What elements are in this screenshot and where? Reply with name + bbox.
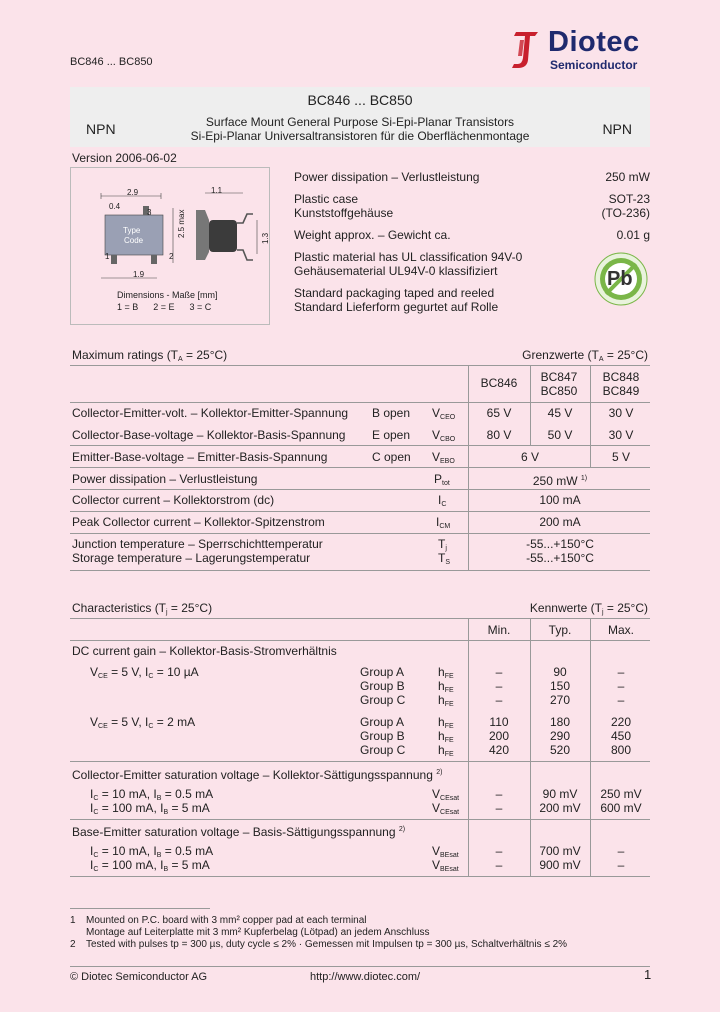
- g1-a-min: –: [495, 665, 503, 679]
- mr-row-ic-sym: $I_C$: [438, 493, 447, 508]
- g2-a-min: 110: [489, 715, 509, 729]
- spec-case-1: [294, 192, 650, 206]
- col-bc846: BC846: [480, 376, 518, 390]
- mr-rule-5: [70, 511, 650, 512]
- vbesat-1-min: –: [495, 844, 503, 858]
- vcesat-1-max: 250 mV: [600, 787, 642, 801]
- mr-row-tj-label: Junction temperature – Sperrschichttemperatur: [72, 537, 323, 551]
- mr-row-vceo-sym: $V_{CEO}$: [432, 406, 456, 421]
- mr-row-vcbo-v1: 80 V: [486, 428, 512, 442]
- mr-rule-6: [70, 533, 650, 534]
- diotec-logo: [508, 26, 658, 72]
- dim-1-9: 1.9: [133, 270, 145, 279]
- logo-subtitle: Semiconductor: [550, 58, 638, 72]
- logo-word: Diotec: [548, 26, 640, 58]
- mr-rule-2: [70, 445, 650, 446]
- type-right: NPN: [602, 121, 632, 137]
- title-german: Si-Epi-Planar Universaltransistoren für die Oberflächenmontage: [190, 129, 530, 143]
- g2-b-min: 200: [488, 729, 510, 743]
- mr-row-vceo-v1: 65 V: [486, 406, 512, 420]
- char-vline-1: [468, 618, 469, 876]
- title-english: Surface Mount General Purpose Si-Epi-Planar Transistors: [205, 115, 515, 129]
- mr-row-ts-sym: $T_S$: [438, 551, 451, 566]
- mr-row-ts-value: -55...+150°C: [526, 551, 594, 565]
- g2-b-max: 450: [610, 729, 632, 743]
- pin-2-label: 2: [169, 252, 174, 261]
- footnote-1-num: 1: [70, 915, 76, 926]
- spec-power-value: 250 mW: [605, 170, 650, 184]
- mr-row-vebo-cond: C open: [372, 450, 411, 464]
- mr-row-ic-value: 100 mA: [539, 493, 581, 507]
- g1-b-min: –: [495, 679, 503, 693]
- vbesat-sym-2: $V_{BEsat}$: [432, 858, 459, 873]
- mr-row-vceo-label: Collector-Emitter-volt. – Kollektor-Emitter-Spannung: [72, 406, 349, 420]
- package-diagram: [70, 167, 270, 325]
- col-bc849: BC849: [602, 384, 640, 398]
- vbesat-2-max: –: [617, 858, 625, 872]
- dc-gain-cond-2: $V_{CE} = 5$ V, $I_C = 2$ mA: [90, 715, 196, 730]
- spec-case-label-1: Plastic case: [294, 192, 359, 206]
- vbesat-2-typ: 900 mV: [539, 858, 581, 872]
- char-title: Characteristics $(T_j = 25^\circ C)$: [72, 601, 213, 616]
- vcesat-1-min: –: [495, 787, 503, 801]
- type-code-label: Type: [123, 226, 141, 235]
- max-ratings-title: Maximum ratings $(T_A = 25^\circ C)$: [72, 348, 228, 363]
- col-typ: Typ.: [548, 623, 572, 637]
- g1-group-a: Group A: [360, 665, 405, 679]
- header-part-range: BC846 ... BC850: [70, 56, 153, 68]
- dim-2-5max: 2.5 max: [177, 209, 186, 238]
- type-left: NPN: [86, 121, 116, 137]
- vcesat-2-typ: 200 mV: [539, 801, 581, 815]
- vcesat-sym-1: $V_{CEsat}$: [432, 787, 460, 802]
- vbesat-title: Base-Emitter saturation voltage – Basis-Sättigungsspannung $^{2)}$: [72, 825, 406, 839]
- g1-b-typ: 150: [549, 679, 571, 693]
- footer-url[interactable]: http://www.diotec.com/: [310, 971, 421, 983]
- diotec-j-logo-icon: [508, 26, 548, 72]
- vbesat-2-min: –: [495, 858, 503, 872]
- g2-hfe-b: $h_{FE}$: [438, 729, 454, 744]
- spec-pack-2: Standard Lieferform gegurtet auf Rolle: [294, 300, 499, 314]
- g1-c-typ: 270: [549, 693, 571, 707]
- col-bc850: BC850: [540, 384, 578, 398]
- spec-ul-2: Gehäusematerial UL94V-0 klassifiziert: [294, 264, 498, 278]
- mr-row-ptot-value: 250 mW $^{1)}$: [532, 474, 588, 488]
- spec-weight-label: Weight approx. – Gewicht ca.: [294, 228, 451, 242]
- title-main: BC846 ... BC850: [307, 92, 413, 108]
- dc-gain-title: DC current gain – Kollektor-Basis-Stromverhältnis: [72, 644, 337, 658]
- vcesat-1-typ: 90 mV: [542, 787, 578, 801]
- g1-b-max: –: [617, 679, 625, 693]
- mr-row-vebo-v12: 6 V: [520, 450, 539, 464]
- char-vline-3: [590, 618, 591, 876]
- vcesat-cond-1: $I_C = 10$ mA, $I_B = 0.5$ mA: [90, 787, 214, 802]
- mr-row-vebo-v3: 5 V: [611, 450, 630, 464]
- g2-b-typ: 290: [549, 729, 571, 743]
- g1-c-min: –: [495, 693, 503, 707]
- g2-hfe-a: $h_{FE}$: [438, 715, 454, 730]
- spec-case-value-1: SOT-23: [608, 192, 650, 206]
- g1-hfe-b: $h_{FE}$: [438, 679, 454, 694]
- g1-group-c: Group C: [360, 693, 406, 707]
- mr-row-tj-value: -55...+150°C: [526, 537, 594, 551]
- mr-row-vcbo-sym: $V_{CBO}$: [432, 428, 456, 443]
- mr-rule-3: [70, 467, 650, 468]
- spec-weight-value: 0.01 g: [616, 228, 650, 242]
- col-max: Max.: [607, 623, 634, 637]
- mr-row-icm-value: 200 mA: [539, 515, 581, 529]
- footnote-1-line-2: Montage auf Leiterplatte mit 3 mm² Kupferbelag (Lötpad) an jedem Anschluss: [86, 927, 430, 938]
- char-rule-3: [70, 819, 650, 820]
- diagram-caption-2: 1 = B 2 = E 3 = C: [117, 302, 212, 312]
- g2-a-max: 220: [610, 715, 632, 729]
- mr-row-ic-label: Collector current – Kollektorstrom (dc): [72, 493, 275, 507]
- mr-row-icm-label: Peak Collector current – Kollektor-Spitzenstrom: [72, 515, 325, 529]
- mr-row-vebo-sym: $V_{EBO}$: [432, 450, 455, 465]
- pin-1-label: 1: [105, 252, 110, 261]
- spec-weight: [294, 228, 650, 242]
- footnote-rule: [70, 908, 210, 909]
- diagram-caption-1: Dimensions - Maße [mm]: [117, 290, 218, 300]
- mr-row-vcbo-v3: 30 V: [608, 428, 634, 442]
- g2-a-typ: 180: [549, 715, 571, 729]
- dim-0-4: 0.4: [109, 202, 121, 211]
- vbesat-cond-1: $I_C = 10$ mA, $I_B = 0.5$ mA: [90, 844, 214, 859]
- char-rule-1: [70, 640, 650, 641]
- vbesat-1-max: –: [617, 844, 625, 858]
- footer-copyright: © Diotec Semiconductor AG: [70, 971, 208, 983]
- mr-row-vceo-v2: 45 V: [547, 406, 573, 420]
- spec-power: [294, 170, 650, 184]
- footnote-2-line: Tested with pulses tp = 300 µs, duty cycle ≤ 2% · Gemessen mit Impulsen tp = 300 µs, Schaltverhältnis ≤ 2%: [86, 939, 568, 950]
- max-ratings-top-rule: [70, 365, 650, 366]
- g1-a-typ: 90: [553, 665, 567, 679]
- mr-row-vcbo-label: Collector-Base-voltage – Kollektor-Basis-Spannung: [72, 428, 346, 442]
- spec-case-label-2: Kunststoffgehäuse: [294, 206, 394, 220]
- mr-row-vebo-label: Emitter-Base-voltage – Emitter-Basis-Spannung: [72, 450, 328, 464]
- vcesat-title: Collector-Emitter saturation voltage – Kollektor-Sättigungsspannung $^{2)}$: [72, 768, 443, 782]
- spec-case-2: [294, 206, 650, 220]
- spec-power-label: Power dissipation – Verlustleistung: [294, 170, 480, 184]
- g1-a-max: –: [617, 665, 625, 679]
- mr-row-vcbo-cond: E open: [372, 428, 411, 442]
- vcesat-sym-2: $V_{CEsat}$: [432, 801, 460, 816]
- spec-case-value-2: (TO-236): [601, 206, 650, 220]
- g2-group-b: Group B: [360, 729, 405, 743]
- char-bottom-rule: [70, 876, 650, 877]
- mr-vline-3: [590, 365, 591, 467]
- col-bc848: BC848: [602, 370, 640, 384]
- footer-page-number: 1: [644, 967, 652, 982]
- g1-hfe-c: $h_{FE}$: [438, 693, 454, 708]
- g1-group-b: Group B: [360, 679, 405, 693]
- vcesat-cond-2: $I_C = 100$ mA, $I_B = 5$ mA: [90, 801, 210, 816]
- dc-gain-cond-1: $V_{CE} = 5$ V, $I_C = 10$ µA: [90, 665, 199, 680]
- spec-pack-1: Standard packaging taped and reeled: [294, 286, 495, 300]
- g2-hfe-c: $h_{FE}$: [438, 743, 454, 758]
- vcesat-2-min: –: [495, 801, 503, 815]
- char-title-de: Kennwerte $(T_j = 25^\circ C)$: [529, 601, 648, 616]
- g2-c-typ: 520: [549, 743, 571, 757]
- char-top-rule: [70, 618, 650, 619]
- pb-free-badge: [594, 252, 648, 306]
- mr-rule-1: [70, 402, 650, 403]
- code-label: Code: [124, 236, 144, 245]
- mr-row-ptot-sym: $P_{tot}$: [434, 472, 450, 487]
- spec-ul-1: Plastic material has UL classification 94V-0: [294, 250, 523, 264]
- g2-c-max: 800: [610, 743, 632, 757]
- mr-bottom-rule: [70, 570, 650, 571]
- mr-row-ptot-label: Power dissipation – Verlustleistung: [72, 472, 258, 486]
- g2-c-min: 420: [488, 743, 510, 757]
- mr-row-vceo-cond: B open: [372, 406, 411, 420]
- footnote-1-line-1: Mounted on P.C. board with 3 mm² copper pad at each terminal: [86, 915, 367, 926]
- vbesat-sym-1: $V_{BEsat}$: [432, 844, 459, 859]
- g2-group-a: Group A: [360, 715, 405, 729]
- footnote-2-num: 2: [70, 939, 76, 950]
- dim-1-3: 1.3: [261, 232, 270, 244]
- pb-badge-text: Pb: [607, 268, 633, 290]
- dim-2-9: 2.9: [127, 188, 139, 197]
- mr-row-tj-sym: $T_j$: [438, 537, 447, 552]
- col-min: Min.: [487, 623, 511, 637]
- char-rule-2: [70, 761, 650, 762]
- vbesat-cond-2: $I_C = 100$ mA, $I_B = 5$ mA: [90, 858, 210, 873]
- mr-row-ts-label: Storage temperature – Lagerungstemperatur: [72, 551, 311, 565]
- title-box: [70, 87, 650, 147]
- pin-3-label: 3: [147, 208, 152, 217]
- g2-group-c: Group C: [360, 743, 406, 757]
- max-ratings-title-de: Grenzwerte $(T_A = 25^\circ C)$: [522, 348, 648, 363]
- dim-1-1: 1.1: [211, 186, 223, 195]
- mr-rule-4: [70, 489, 650, 490]
- vcesat-2-max: 600 mV: [600, 801, 642, 815]
- g1-c-max: –: [617, 693, 625, 707]
- version: Version 2006-06-02: [72, 151, 177, 165]
- g1-hfe-a: $h_{FE}$: [438, 665, 454, 680]
- vbesat-1-typ: 700 mV: [539, 844, 581, 858]
- col-bc847: BC847: [540, 370, 578, 384]
- mr-row-vcbo-v2: 50 V: [547, 428, 573, 442]
- mr-row-vceo-v3: 30 V: [608, 406, 634, 420]
- footer-rule: [70, 966, 650, 967]
- mr-row-icm-sym: $I_{CM}$: [436, 515, 451, 530]
